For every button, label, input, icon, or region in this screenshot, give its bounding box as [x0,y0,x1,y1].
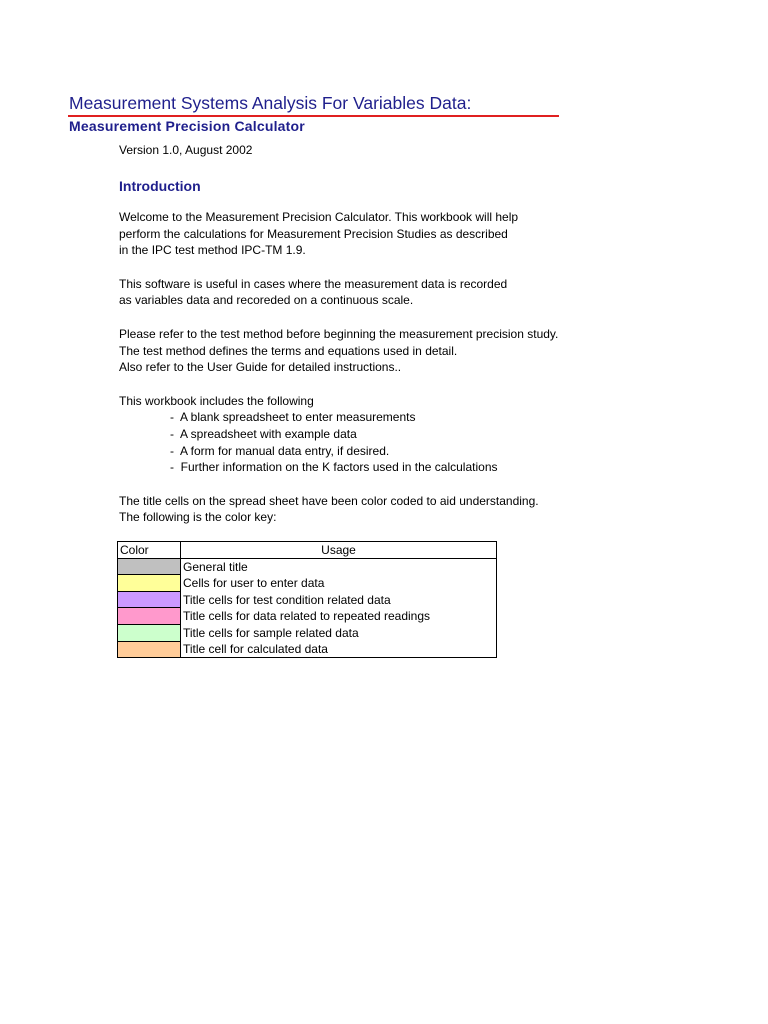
usage-column-header: Usage [181,542,497,559]
usage-description: General title [181,558,497,575]
color-key-row [118,624,497,641]
paragraph-line: The title cells on the spread sheet have been color coded to aid understanding. [119,493,539,508]
color-key-row [118,591,497,608]
blank-line [119,309,558,326]
color-swatch [118,608,181,625]
paragraph-line: in the IPC test method IPC-TM 1.9. [119,243,306,258]
introduction-heading: Introduction [119,178,201,194]
introduction-body [119,209,558,526]
blank-line [119,376,558,393]
paragraph-line: Please refer to the test method before beginning the measurement precision study. [119,326,559,341]
color-key-body [118,558,497,658]
paragraph-line: This software is useful in cases where the measurement data is recorded [119,276,508,291]
bullet-item: - A spreadsheet with example data [170,426,357,441]
usage-description: Cells for user to enter data [181,575,497,592]
usage-description: Title cells for sample related data [181,624,497,641]
color-swatch [118,624,181,641]
usage-description: Title cells for data related to repeated readings [181,608,497,625]
color-swatch [118,575,181,592]
version-label: Version 1.0, August 2002 [119,143,253,157]
paragraph-line: Also refer to the User Guide for detailed instructions.. [119,360,402,375]
bullet-item: - A blank spreadsheet to enter measurements [170,410,416,425]
bullet-item: - Further information on the K factors used in the calculations [170,460,498,475]
paragraph-line: as variables data and recoreded on a continuous scale. [119,293,414,308]
paragraph-line: perform the calculations for Measurement Precision Studies as described [119,226,508,241]
page-subtitle: Measurement Precision Calculator [69,118,305,134]
color-key-row [118,641,497,658]
usage-description: Title cells for test condition related data [181,591,497,608]
paragraph-line: The test method defines the terms and equations used in detail. [119,343,458,358]
color-key-row [118,558,497,575]
bullet-item: - A form for manual data entry, if desired. [170,443,390,458]
page-title: Measurement Systems Analysis For Variables Data: [69,93,472,113]
usage-description: Title cell for calculated data [181,641,497,658]
color-swatch [118,591,181,608]
color-key-header-row [118,542,497,559]
blank-line [119,476,558,493]
color-column-header: Color [118,542,181,559]
color-key-table [117,541,497,658]
color-swatch [118,558,181,575]
paragraph-line: This workbook includes the following [119,393,314,408]
blank-line [119,259,558,276]
color-key-row [118,608,497,625]
color-swatch [118,641,181,658]
paragraph-line: The following is the color key: [119,510,277,525]
color-key-row [118,575,497,592]
paragraph-line: Welcome to the Measurement Precision Calculator. This workbook will help [119,210,519,224]
